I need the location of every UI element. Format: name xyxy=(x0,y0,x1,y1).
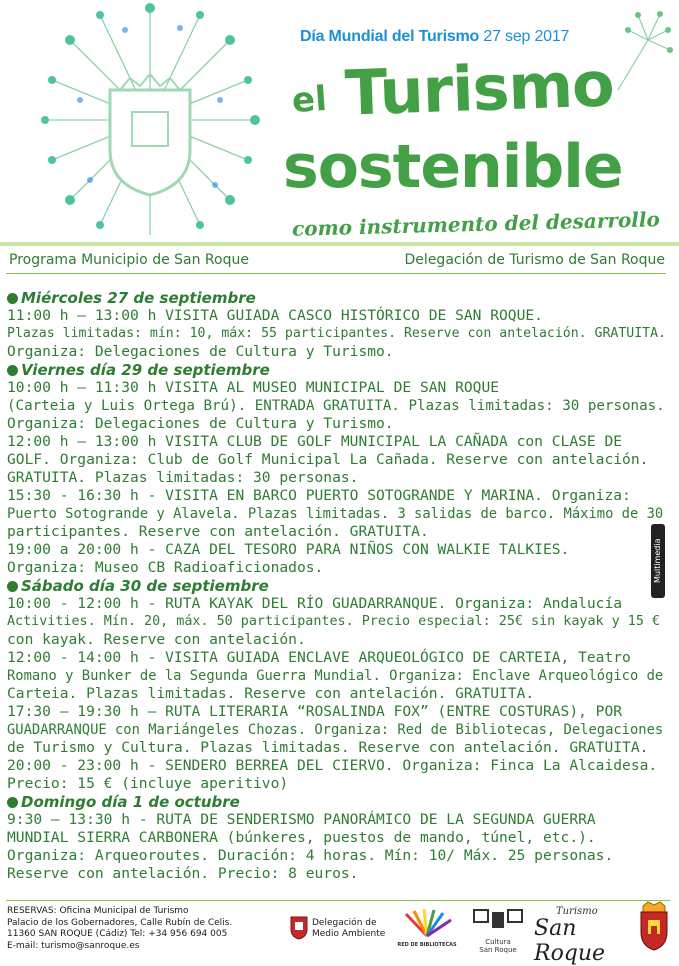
day-heading-text: Miércoles 27 de septiembre xyxy=(21,289,256,307)
event-line: Reserve con antelación. Precio: 8 euros. xyxy=(7,865,359,882)
cultura-logo xyxy=(472,908,524,952)
dandelion-illustration xyxy=(40,0,270,240)
turismo-san-roque-logo xyxy=(534,906,630,966)
bibliotecas-label: RED DE BIBLIOTECAS xyxy=(397,942,457,948)
event-line: Organiza: Delegaciones de Cultura y Turismo. xyxy=(7,343,394,360)
world-tourism-day-label xyxy=(300,28,569,46)
fan-icon xyxy=(396,908,458,938)
subheader-divider xyxy=(6,273,666,274)
event-line: 10:00 - 12:00 h - RUTA KAYAK DEL RÍO GUADARRANQUE. Organiza: Andalucía xyxy=(7,595,623,612)
event-line: GUADARRANQUE con Mariángeles Chozas. Organiza: Red de Bibliotecas, Delegaciones xyxy=(7,722,664,738)
event-line: con kayak. Reserve con antelación. xyxy=(7,631,306,648)
footer-divider xyxy=(6,900,670,901)
event-line: de Turismo y Cultura. Plazas limitadas. Reserve con antelación. GRATUITA. xyxy=(7,739,649,756)
medio-ambiente-line2: Medio Ambiente xyxy=(312,929,386,939)
poster-header xyxy=(0,0,679,245)
address-line: Palacio de los Gobernadores, Calle Rubín de Celis. xyxy=(7,917,233,928)
title-turismo: Turismo xyxy=(343,47,615,130)
day-title: Día Mundial del Turismo xyxy=(300,28,480,45)
shield-icon xyxy=(290,914,308,940)
event-line: 10:00 h – 11:30 h VISITA AL MUSEO MUNICIPAL DE SAN ROQUE xyxy=(7,379,500,396)
cultura-line1: Cultura xyxy=(485,938,511,946)
bullet-dot-icon xyxy=(7,581,18,592)
turismo-logo-top: Turismo xyxy=(556,906,598,917)
title-el: el xyxy=(290,78,329,122)
program-label: Programa Municipio de San Roque xyxy=(9,252,249,268)
day-heading-text: Domingo día 1 de octubre xyxy=(21,793,240,811)
event-line: Romano y Bunker de la Segunda Guerra Mundial. Organiza: Enclave Arqueológico de xyxy=(7,668,664,684)
event-line: 15:30 - 16:30 h - VISITA EN BARCO PUERTO SOTOGRANDE Y MARINA. Organiza: xyxy=(7,487,631,504)
day-heading xyxy=(7,289,669,307)
day-heading xyxy=(7,793,669,811)
day-date: 27 sep 2017 xyxy=(483,28,570,45)
reservations-line: RESERVAS: Oficina Municipal de Turismo xyxy=(7,906,189,916)
event-line: GRATUITA. Plazas limitadas: 30 personas. xyxy=(7,469,359,486)
event-line: 9:30 – 13:30 h - RUTA DE SENDERISMO PANORÁMICO DE LA SEGUNDA GUERRA xyxy=(7,811,596,828)
day-heading xyxy=(7,361,669,379)
event-line: Puerto Sotogrande y Alavela. Plazas limitadas. 3 salidas de barco. Máximo de 30 xyxy=(7,506,664,522)
title-sostenible: sostenible xyxy=(283,132,623,202)
header-divider xyxy=(0,242,679,246)
event-line: Plazas limitadas: mín: 10, máx: 55 participantes. Reserve con antelación. GRATUITA. xyxy=(7,326,666,341)
event-program xyxy=(7,289,669,883)
day-heading-text: Sábado día 30 de septiembre xyxy=(21,577,269,595)
event-line: 12:00 h – 13:00 h VISITA CLUB DE GOLF MUNICIPAL LA CAÑADA con CLASE DE xyxy=(7,433,623,450)
reservations-info xyxy=(7,906,232,952)
event-line: MUNDIAL SIERRA CARBONERA (búnkeres, puestos de mando, túnel, etc.). xyxy=(7,829,596,846)
cultura-mark-icon xyxy=(472,908,524,934)
event-line: 11:00 h – 13:00 h VISITA GUIADA CASCO HISTÓRICO DE SAN ROQUE. xyxy=(7,307,543,324)
cultura-line2: San Roque xyxy=(479,946,517,954)
event-line: Organiza: Arqueoroutes. Duración: 4 horas. Mín: 10/ Máx. 25 personas. xyxy=(7,847,614,864)
event-line: Activities. Mín. 20, máx. 50 participantes. Precio especial: 25€ sin kayak y 15 € xyxy=(7,614,661,629)
event-line: Organiza: Museo CB Radioaficionados. xyxy=(7,559,324,576)
event-line: GOLF. Organiza: Club de Golf Municipal La Cañada. Reserve con antelación. xyxy=(7,451,649,468)
email-line: E-mail: turismo@sanroque.es xyxy=(7,940,140,951)
event-line: Precio: 15 € (incluye aperitivo) xyxy=(7,775,289,792)
multimedia-badge: Multimedia xyxy=(651,524,665,598)
medio-ambiente-line1: Delegación de xyxy=(312,918,377,928)
event-line: 19:00 a 20:00 h - CAZA DEL TESORO PARA NIÑOS CON WALKIE TALKIES. xyxy=(7,541,570,558)
event-line: participantes. Reserve con antelación. GRATUITA. xyxy=(7,523,429,540)
bullet-dot-icon xyxy=(7,797,18,808)
event-line: 20:00 - 23:00 h - SENDERO BERREA DEL CIERVO. Organiza: Finca La Alcaidesa. xyxy=(7,757,658,774)
event-line: Carteia. Plazas limitadas. Reserve con antelación. GRATUITA. xyxy=(7,685,535,702)
phone-line: 11360 SAN ROQUE (Cádiz) Tel: +34 956 694 005 xyxy=(7,929,228,940)
delegation-label: Delegación de Turismo de San Roque xyxy=(404,252,665,268)
event-line: 12:00 - 14:00 h - VISITA GUIADA ENCLAVE ARQUEOLÓGICO DE CARTEIA, Teatro xyxy=(7,649,631,666)
turismo-logo-main: San Roque xyxy=(534,916,606,966)
day-heading-text: Viernes día 29 de septiembre xyxy=(21,361,270,379)
event-line: Organiza: Delegaciones de Cultura y Turismo. xyxy=(7,415,394,432)
bibliotecas-logo xyxy=(396,908,458,948)
bullet-dot-icon xyxy=(7,365,18,376)
title-subtitle: como instrumento del desarrollo xyxy=(291,207,661,241)
san-roque-coat-of-arms-icon xyxy=(638,900,670,952)
bullet-dot-icon xyxy=(7,293,18,304)
day-heading xyxy=(7,577,669,595)
event-line: (Carteia y Luis Ortega Brú). ENTRADA GRATUITA. Plazas limitadas: 30 personas. xyxy=(7,398,665,414)
event-line: 17:30 – 19:30 h – RUTA LITERARIA “ROSALINDA FOX” (ENTRE COSTURAS), POR xyxy=(7,703,623,720)
